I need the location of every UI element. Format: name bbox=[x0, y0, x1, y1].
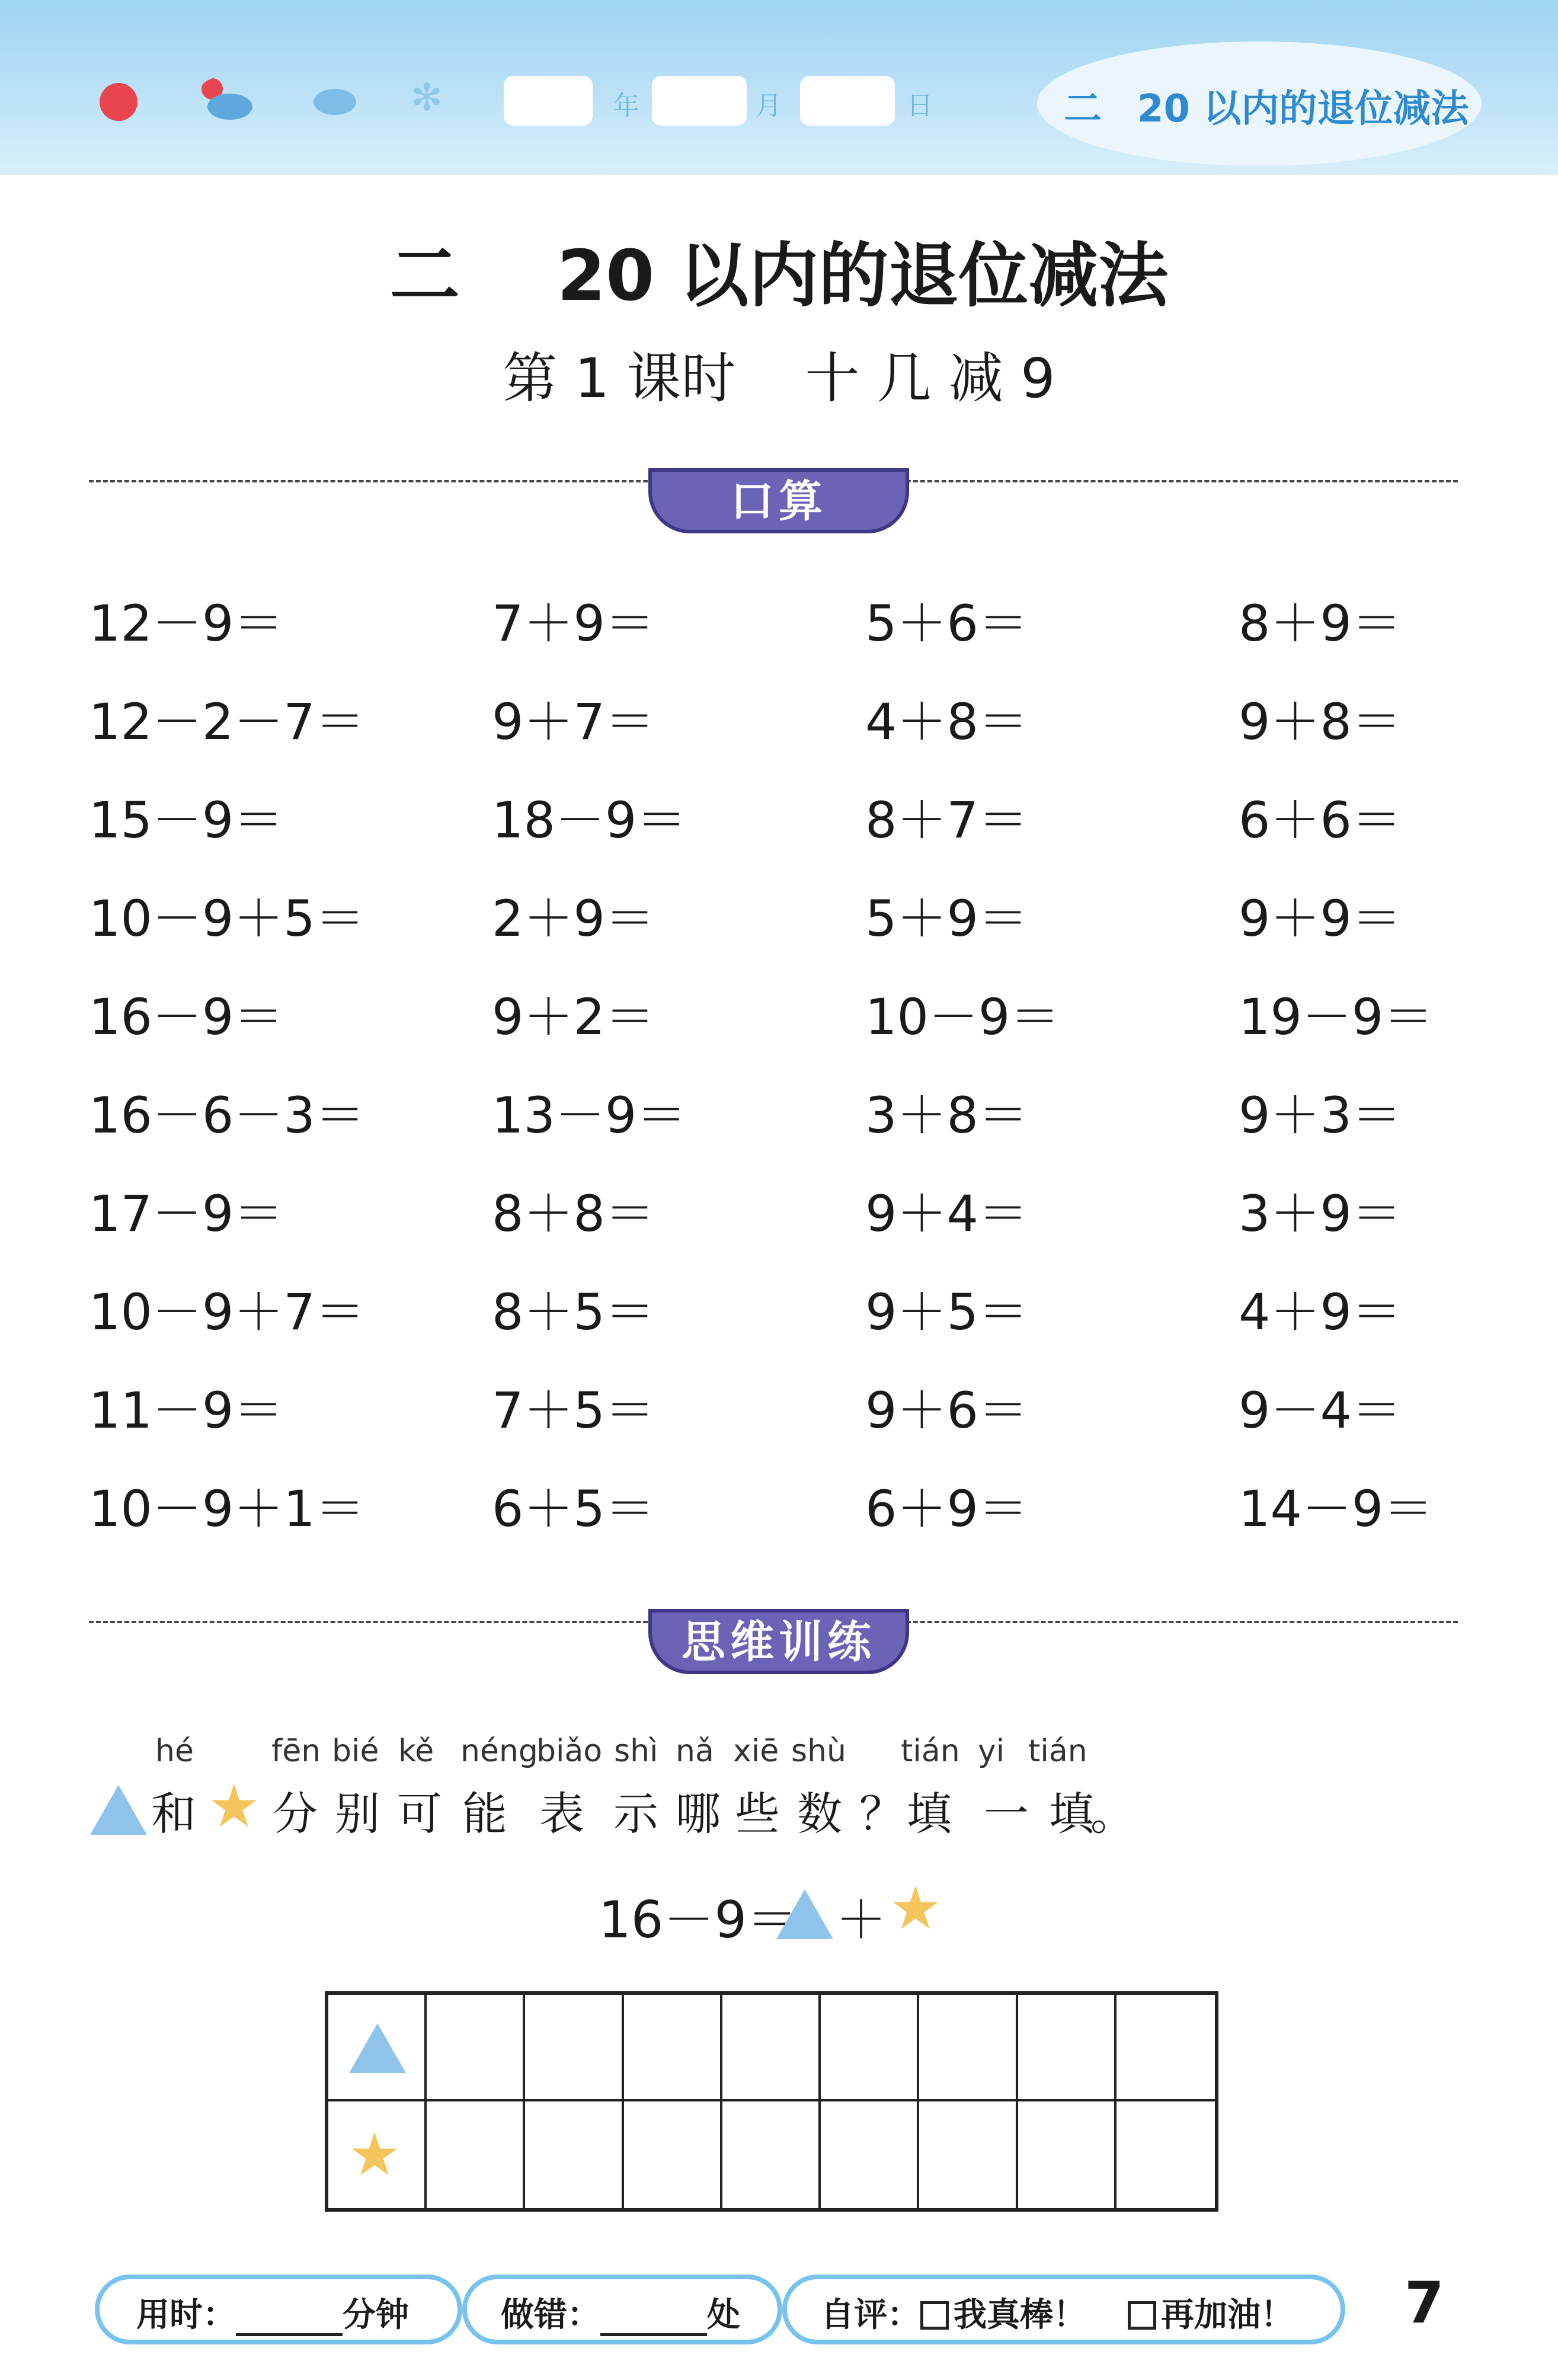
question-sentence bbox=[89, 1772, 1511, 1843]
time-label: 用时： bbox=[136, 2295, 236, 2334]
day-field[interactable] bbox=[800, 76, 895, 126]
sun-icon[interactable] bbox=[100, 83, 137, 121]
triangle-answer-cell[interactable] bbox=[624, 1995, 722, 2101]
triangle-answer-cell[interactable] bbox=[1018, 1995, 1116, 2101]
checkbox-good[interactable] bbox=[920, 2301, 949, 2330]
calculation-item: 6＋5＝ bbox=[492, 1480, 655, 1538]
calculation-item: 11－9＝ bbox=[89, 1381, 284, 1439]
triangle-icon bbox=[776, 1889, 833, 1939]
unit-heading bbox=[1064, 78, 1469, 133]
pinyin-syllable: biǎo bbox=[536, 1733, 603, 1769]
errors-label: 做错： bbox=[501, 2295, 600, 2334]
calculation-item: 5＋9＝ bbox=[865, 890, 1028, 948]
calculation-item: 13－9＝ bbox=[492, 1086, 687, 1144]
triangle-answer-cell[interactable] bbox=[919, 1995, 1018, 2101]
calculation-item: 9＋3＝ bbox=[1239, 1086, 1402, 1144]
question-char: ？ bbox=[859, 1787, 904, 1840]
calculation-item: 12－2－7＝ bbox=[89, 693, 365, 751]
calculation-item: 6＋9＝ bbox=[865, 1480, 1028, 1538]
cloud-icon[interactable] bbox=[311, 83, 359, 119]
star-answer-cell[interactable] bbox=[1018, 2101, 1116, 2208]
lesson-title: 第 1 课时 十 几 减 9 bbox=[503, 347, 1055, 410]
option-more: 再加油！ bbox=[1161, 2295, 1294, 2334]
month-field[interactable] bbox=[652, 76, 747, 126]
calculation-item: 14－9＝ bbox=[1239, 1480, 1434, 1538]
calculation-item: 8＋9＝ bbox=[1239, 594, 1402, 652]
errors-count bbox=[501, 2289, 740, 2336]
triangle-answer-cell[interactable] bbox=[427, 1995, 525, 2101]
calculation-item: 16－6－3＝ bbox=[89, 1086, 365, 1144]
question-char: 分 bbox=[273, 1787, 318, 1840]
calculation-item: 9＋6＝ bbox=[865, 1381, 1028, 1439]
calculation-item: 10－9＋1＝ bbox=[89, 1480, 365, 1538]
pinyin-syllable: nǎ bbox=[676, 1733, 714, 1769]
option-good: 我真棒！ bbox=[954, 2295, 1086, 2334]
section-tab-thinking: 思维训练 bbox=[648, 1609, 909, 1674]
star-icon: ★ bbox=[348, 2120, 401, 2189]
triangle-icon bbox=[90, 1785, 147, 1835]
triangle-answer-cell[interactable] bbox=[1116, 1995, 1215, 2101]
calculation-item: 9＋2＝ bbox=[492, 988, 655, 1046]
question-char: 可 bbox=[397, 1787, 442, 1840]
star-icon: ★ bbox=[207, 1771, 261, 1841]
self-eval-label: 自评： bbox=[821, 2295, 920, 2334]
pinyin-syllable: shì bbox=[614, 1733, 658, 1769]
star-row-header bbox=[328, 2101, 427, 2208]
question-char: 示 bbox=[613, 1787, 658, 1840]
plus-sign: ＋ bbox=[836, 1890, 887, 1950]
calculation-item: 2＋9＝ bbox=[492, 890, 655, 948]
calculation-item: 15－9＝ bbox=[89, 791, 284, 849]
calculation-item: 18－9＝ bbox=[492, 791, 687, 849]
calculation-item: 4＋9＝ bbox=[1239, 1283, 1402, 1341]
star-answer-cell[interactable] bbox=[919, 2101, 1018, 2208]
calculation-item: 12－9＝ bbox=[89, 594, 284, 652]
question-char: 表 bbox=[539, 1787, 584, 1840]
calculation-item: 9－4＝ bbox=[1239, 1381, 1402, 1439]
star-answer-cell[interactable] bbox=[821, 2101, 919, 2208]
header-band bbox=[0, 0, 1558, 175]
year-field[interactable] bbox=[504, 76, 593, 126]
triangle-answer-cell[interactable] bbox=[525, 1995, 623, 2101]
calculation-item: 10－9＋5＝ bbox=[89, 890, 365, 948]
section-tab-oral: 口算 bbox=[648, 468, 909, 533]
day-label: 日 bbox=[907, 91, 933, 121]
pinyin-syllable: hé bbox=[155, 1733, 194, 1769]
year-label: 年 bbox=[613, 91, 639, 121]
cloudy-sun-icon[interactable] bbox=[196, 76, 255, 123]
calculation-item: 7＋9＝ bbox=[492, 594, 655, 652]
star-answer-cell[interactable] bbox=[624, 2101, 722, 2208]
unit-name: 20 以内的退位减法 bbox=[1137, 87, 1469, 131]
errors-input[interactable] bbox=[600, 2307, 707, 2336]
calculation-item: 9＋4＝ bbox=[865, 1185, 1028, 1243]
pinyin-syllable: tián bbox=[901, 1733, 960, 1769]
calculation-item: 3＋8＝ bbox=[865, 1086, 1028, 1144]
star-answer-cell[interactable] bbox=[722, 2101, 821, 2208]
question-char: 数 bbox=[797, 1787, 842, 1840]
time-spent bbox=[136, 2289, 409, 2336]
calculation-item: 6＋6＝ bbox=[1239, 791, 1402, 849]
month-label: 月 bbox=[756, 91, 782, 121]
equation bbox=[599, 1873, 1013, 1950]
question-char: 和 bbox=[151, 1787, 196, 1840]
calculation-item: 9＋7＝ bbox=[492, 693, 655, 751]
calculation-item: 7＋5＝ bbox=[492, 1381, 655, 1439]
calculation-item: 19－9＝ bbox=[1239, 988, 1434, 1046]
unit-number: 二 bbox=[1064, 87, 1102, 131]
answer-table bbox=[325, 1991, 1218, 2212]
triangle-answer-cell[interactable] bbox=[722, 1995, 821, 2101]
star-answer-cell[interactable] bbox=[1116, 2101, 1215, 2208]
question-char: 能 bbox=[462, 1787, 507, 1840]
question-char: 填 bbox=[1049, 1787, 1094, 1840]
calculation-item: 4＋8＝ bbox=[865, 693, 1028, 751]
calculation-item: 5＋6＝ bbox=[865, 594, 1028, 652]
calculation-item: 9＋5＝ bbox=[865, 1283, 1028, 1341]
calculation-item: 8＋5＝ bbox=[492, 1283, 655, 1341]
errors-unit: 处 bbox=[707, 2295, 740, 2334]
pinyin-syllable: bié bbox=[332, 1733, 379, 1769]
question-char: 。 bbox=[1090, 1787, 1135, 1840]
question-char: 哪 bbox=[676, 1787, 721, 1840]
question-char: 一 bbox=[984, 1787, 1029, 1840]
star-icon: ★ bbox=[889, 1873, 942, 1943]
calculation-item: 3＋9＝ bbox=[1239, 1185, 1402, 1243]
pinyin-syllable: tián bbox=[1028, 1733, 1087, 1769]
page-number: 7 bbox=[1405, 2270, 1444, 2336]
star-answer-cell[interactable] bbox=[427, 2101, 525, 2208]
pinyin-row bbox=[0, 1733, 1558, 1769]
time-unit: 分钟 bbox=[343, 2295, 409, 2334]
question-char: 填 bbox=[907, 1787, 952, 1840]
triangle-answer-cell[interactable] bbox=[821, 1995, 919, 2101]
time-input[interactable] bbox=[236, 2307, 343, 2336]
pinyin-syllable: néng bbox=[460, 1733, 538, 1769]
calculation-item: 17－9＝ bbox=[89, 1185, 284, 1243]
self-evaluation bbox=[821, 2289, 1294, 2336]
equation-text: 16－9＝ bbox=[599, 1890, 798, 1950]
pinyin-syllable: fēn bbox=[271, 1733, 321, 1769]
triangle-row-header bbox=[328, 1995, 427, 2101]
calculation-item: 10－9＋7＝ bbox=[89, 1283, 365, 1341]
pinyin-syllable: xiē bbox=[733, 1733, 779, 1769]
pinyin-syllable: yi bbox=[978, 1733, 1005, 1769]
calculation-item: 9＋8＝ bbox=[1239, 693, 1402, 751]
chapter-title: 二 20 以内的退位减法 bbox=[389, 235, 1169, 316]
calculation-item: 10－9＝ bbox=[865, 988, 1060, 1046]
calculation-item: 16－9＝ bbox=[89, 988, 284, 1046]
calculation-item: 8＋8＝ bbox=[492, 1185, 655, 1243]
pinyin-syllable: kě bbox=[398, 1733, 434, 1769]
question-char: 些 bbox=[735, 1787, 780, 1840]
pinyin-syllable: shù bbox=[791, 1733, 847, 1769]
question-char: 别 bbox=[335, 1787, 380, 1840]
triangle-icon bbox=[349, 2023, 406, 2073]
calculation-item: 9＋9＝ bbox=[1239, 890, 1402, 948]
calculation-item: 8＋7＝ bbox=[865, 791, 1028, 849]
star-answer-cell[interactable] bbox=[525, 2101, 623, 2208]
checkbox-more[interactable] bbox=[1128, 2301, 1156, 2330]
snow-icon[interactable]: ✻ bbox=[411, 76, 443, 120]
